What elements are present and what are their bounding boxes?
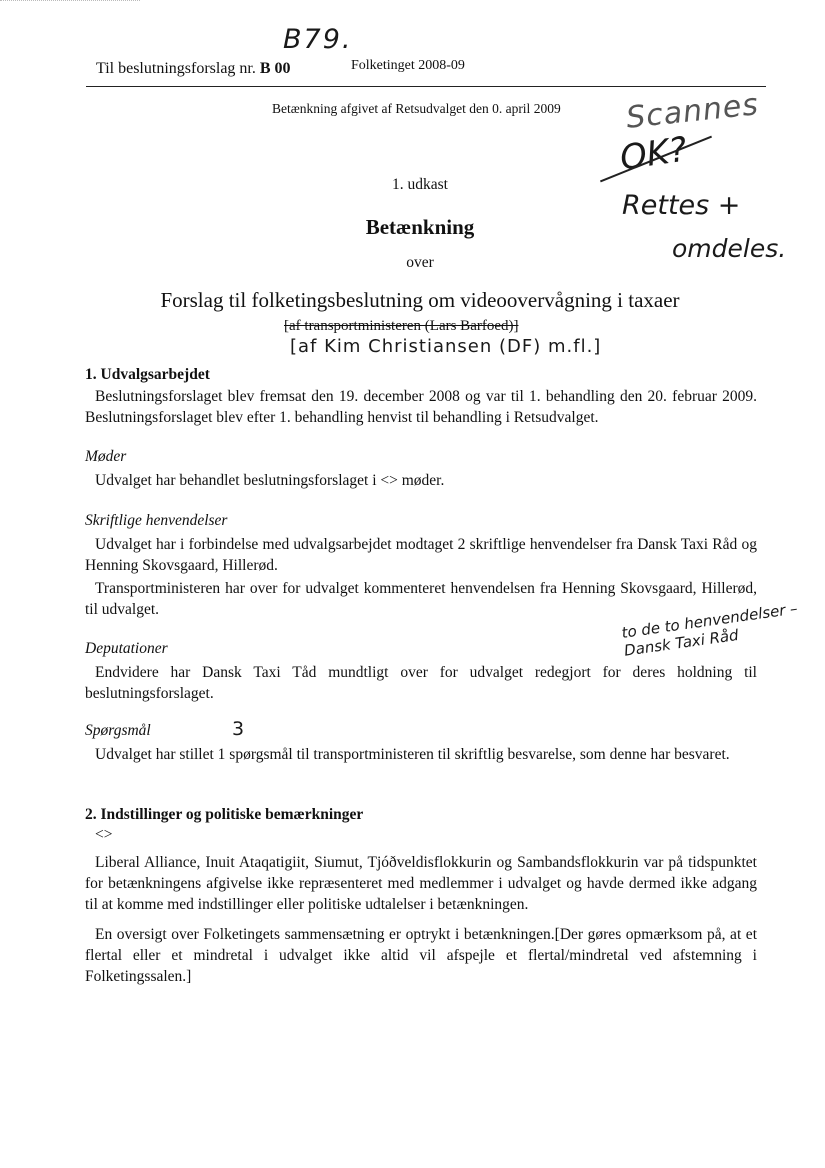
handwritten-rettes: Rettes + — [622, 190, 741, 221]
handwritten-scannes: Scannes — [624, 87, 761, 136]
header-rule — [86, 86, 766, 87]
header-bill-number: B 00 — [259, 60, 291, 77]
header-session: Folketinget 2008-09 — [351, 58, 465, 73]
draft-label: 1. udkast — [392, 176, 448, 193]
header-bill-ref — [96, 60, 291, 78]
section1-heading: 1. Udvalgsarbejdet — [85, 366, 210, 383]
section2-heading: 2. Indstillinger og politiske bemærkninger — [85, 806, 364, 823]
section2-placeholder: <> — [95, 826, 113, 843]
meetings-body: Udvalget har behandlet beslutningsforslaget i <> møder. — [95, 472, 445, 489]
section1-body: Beslutningsforslaget blev fremsat den 19. december 2008 og var til 1. behandling den 20. februar 2009. Beslutningsforslaget blev efter 1. behandling henvist til behandling i Retsudvalget. — [85, 388, 757, 426]
header-left-label: Til beslutningsforslag nr. — [96, 60, 256, 77]
deputations-heading: Deputationer — [85, 640, 168, 657]
document-title: Betænkning — [365, 215, 475, 239]
meetings-heading: Møder — [85, 448, 127, 465]
over-label: over — [406, 254, 434, 271]
section2-body-1: Liberal Alliance, Inuit Ataqatigiit, Siumut, Tjóðveldisflokkurin og Sambandsflokkurin var på tidspunktet for betænkningens afgivelse ikke repræsenteret med medlemmer i udvalget og havde dermed ikke adgang til at komme med indstillinger eller politiske udtalelser i betænkningen. — [85, 854, 757, 913]
handwritten-omdeles: omdeles. — [672, 234, 787, 263]
handwritten-number-3: 3 — [232, 718, 245, 740]
written-inquiries-body-2: Transportministeren har over for udvalget kommenteret henvendelsen fra Henning Skovsgaard, Hillerød, til udvalget. — [85, 580, 757, 618]
scan-edge — [0, 0, 140, 1]
questions-heading: Spørgsmål — [85, 722, 151, 739]
written-inquiries-body-1: Udvalget har i forbindelse med udvalgsarbejdet modtaget 2 skriftlige henvendelser fra Dansk Taxi Råd og Henning Skovsgaard, Hillerød. — [85, 536, 757, 574]
proposal-title: Forslag til folketingsbeslutning om videoovervågning i taxaer — [160, 288, 680, 312]
questions-body: Udvalget har stillet 1 spørgsmål til transportministeren til skriftlig besvarelse, som denne har besvaret. — [95, 746, 730, 763]
section2-body-2: En oversigt over Folketingets sammensætning er optrykt i betænkningen.[Der gøres opmærksom på, at et flertal eller et mindretal i udvalget ikke altid vil afspejle et flertal/mindretal ved afstemning i Folketingssalen.] — [85, 926, 757, 985]
handwritten-margin-note: to de to henvendelser – Dansk Taxi Råd — [620, 599, 799, 660]
handwritten-doc-number: B79. — [283, 24, 353, 55]
report-date-line: Betænkning afgivet af Retsudvalget den 0. april 2009 — [272, 101, 561, 116]
struck-sponsor: [af transportministeren (Lars Barfoed)] — [284, 318, 519, 334]
written-inquiries-heading: Skriftlige henvendelser — [85, 512, 228, 529]
handwritten-sponsor: [af Kim Christiansen (DF) m.fl.] — [290, 336, 602, 357]
handwritten-ok: OK? — [617, 129, 690, 179]
deputations-body: Endvidere har Dansk Taxi Tåd mundtligt over for udvalget redegjort for deres holdning til beslutningsforslaget. — [85, 664, 757, 702]
